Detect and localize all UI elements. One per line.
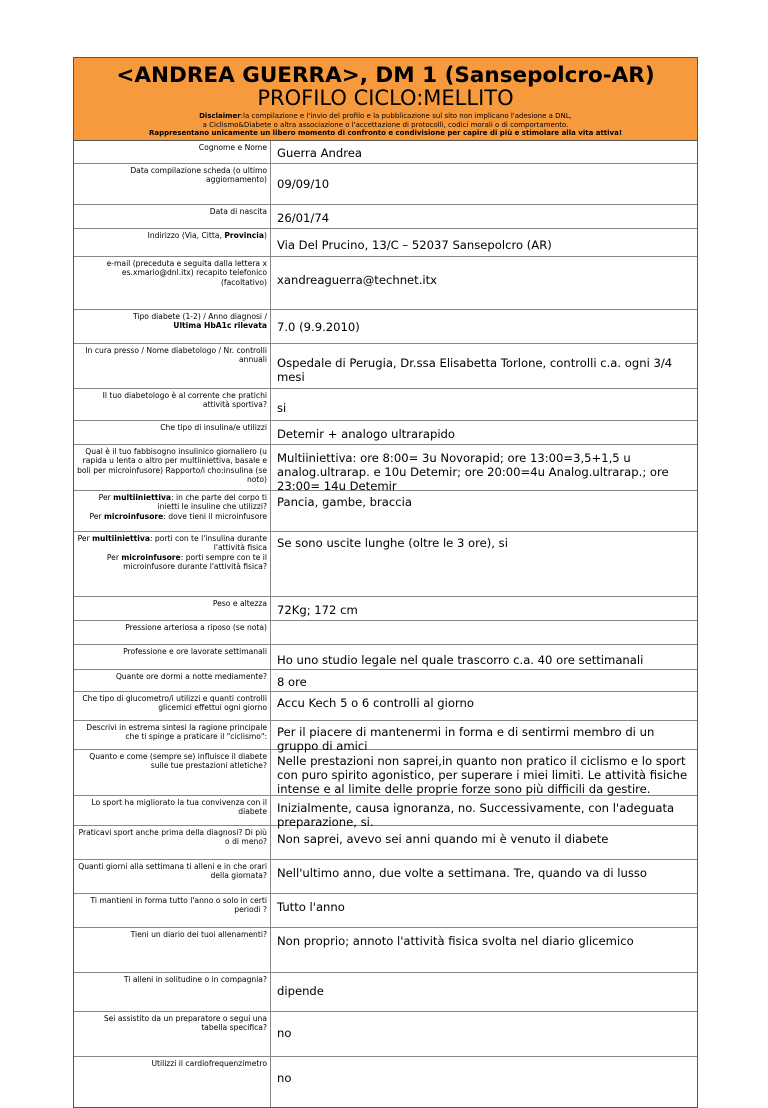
- profile-row: [74, 720, 697, 753]
- page-subtitle: PROFILO CICLO:MELLITO: [257, 86, 514, 110]
- row-value: Per il piacere di mantenermi in forma e di sentirmi membro di un gruppo di amici: [277, 725, 655, 753]
- row-label: Utilizzi il cardiofrequenzimetro: [74, 1057, 271, 1107]
- row-value: no: [277, 1071, 292, 1085]
- row-label: Descrivi in estrema sintesi la ragione principale che ti spinge a praticare il "ciclismo":: [74, 721, 271, 749]
- row-value: Tutto l'anno: [277, 900, 345, 914]
- row-value: Non saprei, avevo sei anni quando mi è venuto il diabete: [277, 832, 609, 846]
- profile-row: [74, 927, 697, 972]
- row-value: 8 ore: [277, 675, 307, 689]
- profile-row: [74, 309, 697, 343]
- profile-row: [74, 1056, 697, 1107]
- row-label: Indirizzo (Via, Citta, Provincia): [74, 229, 271, 256]
- row-value: Se sono uscite lunghe (oltre le 3 ore), si: [277, 536, 508, 550]
- disclaimer: [74, 112, 697, 138]
- profile-row: [74, 691, 697, 720]
- profile-sheet: [73, 57, 698, 1108]
- row-value: 26/01/74: [277, 211, 330, 225]
- row-value: si: [277, 401, 287, 415]
- profile-row: [74, 204, 697, 228]
- row-label: Quanti giorni alla settimana ti alleni e in che orari della giornata?: [74, 860, 271, 893]
- profile-row: [74, 972, 697, 1011]
- row-label: Cognome e Nome: [74, 141, 271, 163]
- row-label: Per multiiniettiva: porti con te l'insulina durante l'attività fisica Per microinfusore: porti sempre con te il microinfusore durante l'attività fisica?: [74, 532, 271, 596]
- profile-row: [74, 531, 697, 596]
- profile-row: [74, 1011, 697, 1056]
- row-label: Quanto e come (sempre se) influisce il diabete sulle tue prestazioni atletiche?: [74, 750, 271, 795]
- disclaimer-line2: a Ciclismo&Diabete o altra associazione o l'accettazione di protocolli, codici morali o di comportamento.: [202, 120, 569, 129]
- row-label: Qual è il tuo fabbisogno insulinico giornaliero (u rapida u lenta o altro per multiiniettiva, basale e boli per microinfusore) Rapporto/i cho:insulina (se noto): [74, 445, 271, 490]
- row-value: Nell'ultimo anno, due volte a settimana. Tre, quando va di lusso: [277, 866, 648, 880]
- row-label: e-mail (preceduta e seguita dalla lettera x es.xmario@dnl.itx) recapito telefonico (facoltativo): [74, 257, 271, 309]
- profile-row: [74, 644, 697, 669]
- profile-row: [74, 620, 697, 644]
- row-value: Inizialmente, causa ignoranza, no. Successivamente, con l'adeguata preparazione, si.: [277, 801, 675, 829]
- row-value: Nelle prestazioni non saprei,in quanto non pratico il ciclismo e lo sport con puro spirito agonistico, per superare i miei limiti. Le attività fisiche intense e al limite delle proprie forze sono più difficili da gestire.: [277, 754, 688, 796]
- row-value: Non proprio; annoto l'attività fisica svolta nel diario glicemico: [277, 934, 634, 948]
- profile-row: [74, 444, 697, 493]
- row-label: Il tuo diabetologo è al corrente che pratichi attività sportiva?: [74, 389, 271, 420]
- row-label: Data di nascita: [74, 205, 271, 228]
- row-label: Praticavi sport anche prima della diagnosi? Di più o di meno?: [74, 826, 271, 859]
- profile-row: [74, 141, 697, 163]
- profile-row: [74, 859, 697, 893]
- row-label: Ti mantieni in forma tutto l'anno o solo in certi periodi ?: [74, 894, 271, 927]
- profile-row: [74, 596, 697, 620]
- profile-row: [74, 749, 697, 795]
- profile-row: [74, 825, 697, 859]
- page-title: <ANDREA GUERRA>, DM 1 (Sansepolcro-AR): [116, 63, 655, 88]
- row-value: Pancia, gambe, braccia: [277, 495, 412, 509]
- row-value: Ho uno studio legale nel quale trascorro c.a. 40 ore settimanali: [277, 653, 644, 667]
- row-value: Multiiniettiva: ore 8:00= 3u Novorapid; ore 13:00=3,5+1,5 u analog.ultrarap. e 10u Detemir; ore 20:00=4u Analog.ultrarap.; ore 23:00= 14u Detemir: [277, 451, 669, 493]
- row-label: Ti alleni in solitudine o in compagnia?: [74, 973, 271, 1011]
- row-label: Professione e ore lavorate settimanali: [74, 645, 271, 669]
- profile-row: [74, 669, 697, 691]
- profile-row: [74, 388, 697, 420]
- row-label: Tieni un diario dei tuoi allenamenti?: [74, 928, 271, 972]
- disclaimer-bold: Disclaimer: [199, 112, 241, 120]
- row-value: 09/09/10: [277, 177, 330, 191]
- row-label: Quante ore dormi a notte mediamente?: [74, 670, 271, 691]
- profile-row: [74, 228, 697, 256]
- profile-row: [74, 343, 697, 388]
- row-value: Accu Kech 5 o 6 controlli al giorno: [277, 696, 474, 710]
- profile-row: [74, 795, 697, 829]
- row-value: Detemir + analogo ultrarapido: [277, 427, 456, 441]
- disclaimer-line1: :la compilazione e l'invio del profilo e la pubblicazione sul sito non implicano l'adesione a DNL,: [240, 112, 572, 120]
- row-value: Ospedale di Perugia, Dr.ssa Elisabetta Torlone, controlli c.a. ogni 3/4 mesi: [277, 356, 673, 384]
- row-label: Lo sport ha migliorato la tua convivenza con il diabete: [74, 796, 271, 825]
- row-label: Che tipo di glucometro/i utilizzi e quanti controlli glicemici effettui ogni giorno: [74, 692, 271, 720]
- row-label: Data compilazione scheda (o ultimo aggiornamento): [74, 164, 271, 204]
- profile-row: [74, 490, 697, 531]
- profile-row: [74, 256, 697, 309]
- row-label: Per multiiniettiva: in che parte del corpo ti inietti le insuline che utilizzi? Per microinfusore: dove tieni il microinfusore: [74, 491, 271, 531]
- profile-row: [74, 163, 697, 204]
- row-value: [271, 621, 697, 644]
- row-value: xandreaguerra@technet.itx: [277, 273, 438, 287]
- row-value: 72Kg; 172 cm: [277, 603, 358, 617]
- row-value: 7.0 (9.9.2010): [277, 320, 360, 334]
- profile-header: [74, 58, 697, 141]
- row-value: Via Del Prucino, 13/C – 52037 Sansepolcro (AR): [277, 238, 552, 252]
- disclaimer-line3: Rappresentano unicamente un libero momento di confronto e condivisione per capire di più e stimolare alla vita attiva!: [148, 129, 623, 138]
- row-label: Pressione arteriosa a riposo (se nota): [74, 621, 271, 644]
- profile-row: [74, 420, 697, 444]
- row-label: Tipo diabete (1-2) / Anno diagnosi / Ultima HbA1c rilevata: [74, 310, 271, 343]
- row-label: Peso e altezza: [74, 597, 271, 620]
- row-label: In cura presso / Nome diabetologo / Nr. controlli annuali: [74, 344, 271, 388]
- row-label: Che tipo di insulina/e utilizzi: [74, 421, 271, 444]
- profile-rows: [74, 141, 697, 1107]
- row-value: no: [277, 1026, 292, 1040]
- row-label: Sei assistito da un preparatore o segui una tabella specifica?: [74, 1012, 271, 1056]
- profile-row: [74, 893, 697, 927]
- row-value: Guerra Andrea: [277, 146, 362, 160]
- row-value: dipende: [277, 984, 324, 998]
